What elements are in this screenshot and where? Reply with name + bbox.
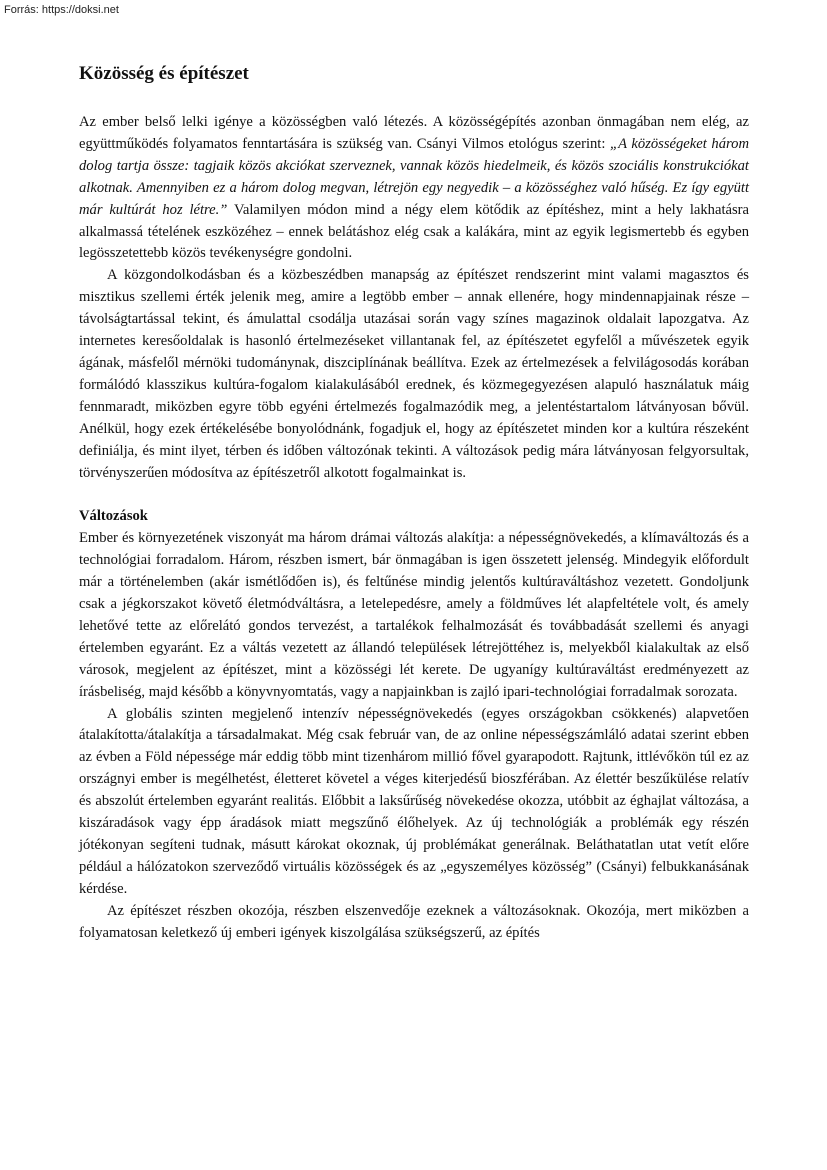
section-heading: Változások	[79, 508, 148, 525]
paragraph-architecture-perception: A közgondolkodásban és a közbeszédben manapság az építészet rendszerint mint valami magasztos és misztikus szellemi érték jelenik meg, amire a legtöbb ember – annak ellenére, hogy mindennapjainak része – távolságtartással tekint, és ámulattal csodálja utazásai során vagy színes magazinok oldalait lapozgatva. Az internetes keresőoldalak is hasonló értelmezéseket villantanak fel, az építészetet egyfelől a művészetek egyik ágának, másfelől mérnöki tudománynak, diszciplínának beállítva. Ezek az értelmezések a felvilágosodás korában formálódó klasszikus kultúra-fogalom kialakulásából erednek, és közmegegyezésen alapuló használatuk máig fennmaradt, miközben egyre több egyéni értelmezés fogalmazódik meg, a jelentéstartalom látványosan bővül. Anélkül, hogy ezek értékelésébe bonyolódnánk, fogadjuk el, hogy az építészetet minden kor a kultúra részeként definiálja, és mint ilyet, térben és időben változónak tekinti. A változások pedig mára látványosan felgyorsultak, törvényszerűen módosítva az építészetről alkotott fogalmainkat is.	[79, 267, 749, 481]
paragraph-population-growth: A globális szinten megjelenő intenzív népességnövekedés (egyes országokban csökkenés) alapvetően átalakította/átalakítja a társadalmakat. Még csak február van, de az online népességszámláló adatai szerint ebben az évben a Föld népessége már eddig több mint tizenhárom millió fővel gyarapodott. Rajtunk, ittlévőkön túl ez az országnyi ember is megélhetést, életteret követel a véges kiterjedésű bioszférában. Az élettér beszűkülése relatív és abszolút értelemben egyaránt realitás. Előbbit a laksűrűség növekedése okozza, utóbbit az éghajlat változása, a kiszáradások vagy épp áradások miatt megszűnő élőhelyek. Az új technológiák a problémák egy részén jótékonyan segíteni tudnak, másutt károkat okoznak, új problémákat generálnak. Beláthatatlan utat vetít előre például a hálózatokon szerveződő virtuális közösségek és az „egyszemélyes közösség” (Csányi) felbukkanásának kérdése.	[79, 705, 749, 897]
paragraph-three-changes: Ember és környezetének viszonyát ma három drámai változás alakítja: a népességnövekedés, a klímaváltozás és a technológiai forradalom. Három, részben ismert, bár önmagában is igen összetett jelenség. Mindegyik előfordult már a történelemben (akár ismétlődően is), és feltűnése mindig jelentős kultúraváltáshoz vezetett. Gondoljunk csak a jégkorszakot követő életmódváltásra, a letelepedésre, amely a földműves lét alapfeltétele volt, és amely lehetővé tette az előrelátó gondos tervezést, a tartalékok felhalmozását és továbbadását szellemi és anyagi értelemben egyaránt. Ez a váltás vezetett az állandó települések létrejöttéhez is, melyekből kialakultak az első városok, megjelent az építészet, mint a közösségi lét kerete. De ugyanígy kultúraváltást eredményezett az írásbeliség, majd később a könyvnyomtatás, vagy a napjainkban is zajló ipari-technológiai forradalmak sorozata.	[79, 530, 749, 700]
intro-continuation: Valamilyen módon mind a négy elem kötődik az építéshez, mint a hely lakhatásra alkalmassá tételének eszközéhez – ennek belátáshoz elég csak a kalákára, mint az egyik legismertebb és egyben legösszetettebb közös tevékenységre gondolni.	[79, 201, 749, 262]
source-label: Forrás: https://doksi.net	[4, 4, 119, 16]
intro-text: Az ember belső lelki igénye a közösségben való létezés. A közösségépítés azonban önmagában nem elég, az együttműködés folyamatos fenntartására is szükség van. Csányi Vilmos etológus szerint:	[79, 114, 749, 152]
intro-paragraph	[79, 112, 749, 265]
paragraph-architecture-role: Az építészet részben okozója, részben elszenvedője ezeknek a változásoknak. Okozója, mert miközben a folyamatosan keletkező új emberi igények kiszolgálása szükségszerű, az építés	[79, 902, 749, 941]
page-title: Közösség és építészet	[79, 63, 249, 84]
document-page	[79, 62, 749, 945]
csanyi-quote: „A közösségeket három dolog tartja össze: tagjaik közös akciókat szerveznek, vannak közös hiedelmeik, és közös szociális konstrukciókat alkotnak. Amennyiben ez a három dolog megvan, létrejön egy negyedik – a közösséghez való hűség. Ez így együtt már kultúrát hoz létre.”	[79, 135, 749, 218]
